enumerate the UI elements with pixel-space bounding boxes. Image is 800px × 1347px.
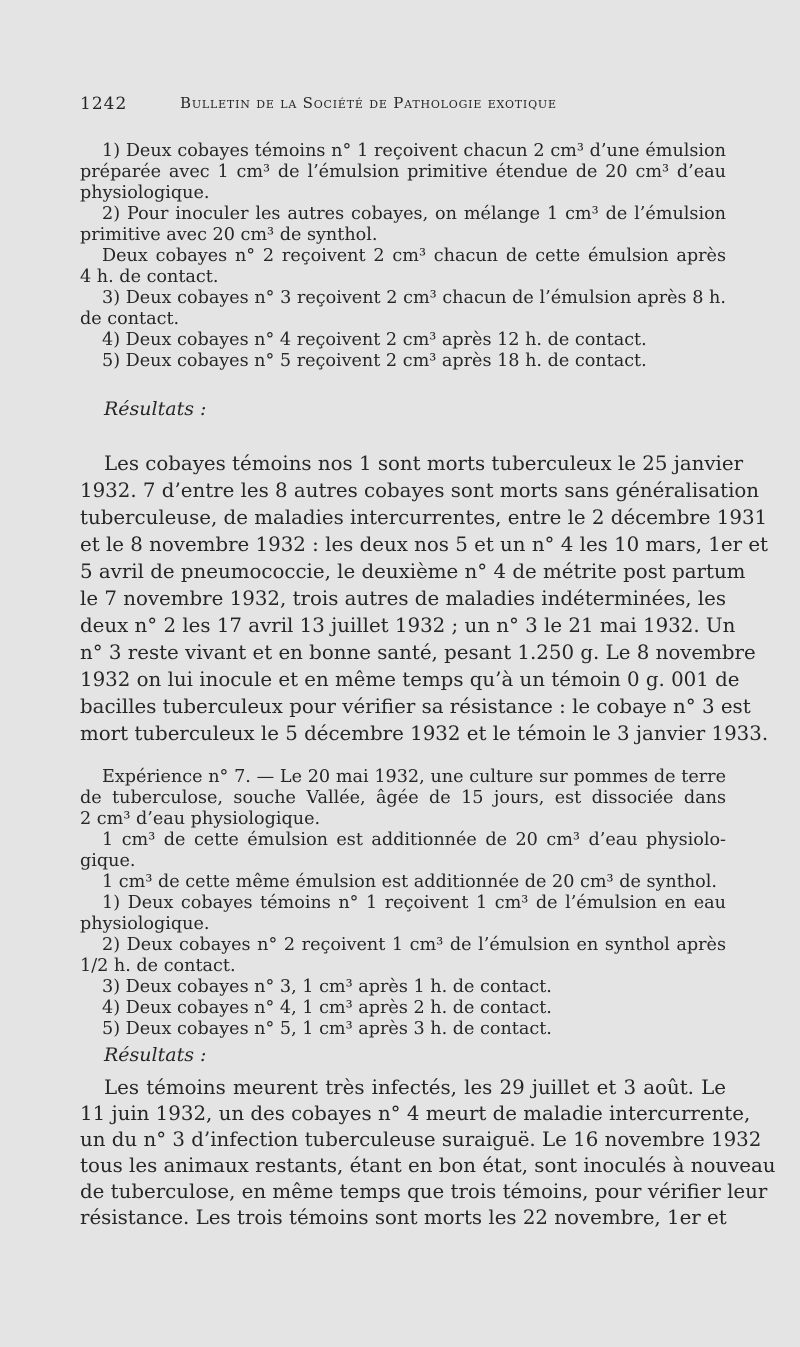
text-line: 5) Deux cobayes n° 5, 1 cm³ après 3 h. de contact. [102, 1019, 552, 1039]
text-line: 5 avril de pneumococcie, le deuxième n° 4 de métrite post partum [80, 560, 746, 583]
text-line: tous les animaux restants, étant en bon état, sont inoculés à nouveau [80, 1154, 776, 1177]
experiment-heading-line: Expérience n° 7. — Le 20 mai 1932, une culture sur pommes de terre [102, 767, 726, 787]
text-line: 2) Pour inoculer les autres cobayes, on mélange 1 cm³ de l’émulsion [102, 204, 726, 224]
results-heading: Résultats : [104, 1044, 207, 1066]
text-line: primitive avec 20 cm³ de synthol. [80, 225, 378, 245]
text-line: 2 cm³ d’eau physiologique. [80, 809, 321, 829]
text-line: 1) Deux cobayes témoins n° 1 reçoivent 1 cm³ de l’émulsion en eau [102, 893, 726, 913]
text-line: 3) Deux cobayes n° 3 reçoivent 2 cm³ chacun de l’émulsion après 8 h. [102, 288, 726, 308]
text-line: 4) Deux cobayes n° 4 reçoivent 2 cm³ après 12 h. de contact. [102, 330, 647, 350]
text-line: Les témoins meurent très infectés, les 29 juillet et 3 août. Le [104, 1076, 726, 1099]
text-line: physiologique. [80, 914, 210, 934]
text-line: Les cobayes témoins nos 1 sont morts tuberculeux le 25 janvier [104, 452, 744, 475]
text-line: 2) Deux cobayes n° 2 reçoivent 1 cm³ de l’émulsion en synthol après [102, 935, 726, 955]
page-number: 1242 [80, 94, 128, 114]
text-line: Deux cobayes n° 2 reçoivent 2 cm³ chacun de cette émulsion après [102, 246, 726, 266]
text-line: bacilles tuberculeux pour vérifier sa résistance : le cobaye n° 3 est [80, 695, 751, 718]
text-line: 1932. 7 d’entre les 8 autres cobayes sont morts sans généralisation [80, 479, 760, 502]
results-heading: Résultats : [104, 398, 207, 420]
text-line: 1/2 h. de contact. [80, 956, 236, 976]
text-line: 1932 on lui inocule et en même temps qu’à un témoin 0 g. 001 de [80, 668, 740, 691]
text-line: résistance. Les trois témoins sont morts les 22 novembre, 1er et [80, 1206, 727, 1229]
text-line: tuberculeuse, de maladies intercurrentes, entre le 2 décembre 1931 [80, 506, 768, 529]
text-line: un du n° 3 d’infection tuberculeuse suraiguë. Le 16 novembre 1932 [80, 1128, 762, 1151]
text-line: de contact. [80, 309, 180, 329]
text-line: 5) Deux cobayes n° 5 reçoivent 2 cm³ après 18 h. de contact. [102, 351, 647, 371]
text-line: 4) Deux cobayes n° 4, 1 cm³ après 2 h. de contact. [102, 998, 552, 1018]
running-title: Bulletin de la Société de Pathologie exotique [180, 94, 557, 112]
text-line: n° 3 reste vivant et en bonne santé, pesant 1.250 g. Le 8 novembre [80, 641, 756, 664]
text-line: de tuberculose, souche Vallée, âgée de 15 jours, est dissociée dans [80, 788, 726, 808]
text-line: mort tuberculeux le 5 décembre 1932 et le témoin le 3 janvier 1933. [80, 722, 769, 745]
text-line: et le 8 novembre 1932 : les deux nos 5 et un n° 4 les 10 mars, 1er et [80, 533, 768, 556]
text-line: préparée avec 1 cm³ de l’émulsion primitive étendue de 20 cm³ d’eau [80, 162, 726, 182]
text-line: le 7 novembre 1932, trois autres de maladies indéterminées, les [80, 587, 726, 610]
text-line: 1) Deux cobayes témoins n° 1 reçoivent chacun 2 cm³ d’une émulsion [102, 141, 726, 161]
text-line: gique. [80, 851, 136, 871]
text-line: 11 juin 1932, un des cobayes n° 4 meurt de maladie intercurrente, [80, 1102, 751, 1125]
text-line: 3) Deux cobayes n° 3, 1 cm³ après 1 h. de contact. [102, 977, 552, 997]
running-header [80, 94, 720, 118]
text-line: de tuberculose, en même temps que trois témoins, pour vérifier leur [80, 1180, 768, 1203]
text-line: 1 cm³ de cette même émulsion est additionnée de 20 cm³ de synthol. [102, 872, 717, 892]
text-line: physiologique. [80, 183, 210, 203]
text-line: 4 h. de contact. [80, 267, 219, 287]
text-line: 1 cm³ de cette émulsion est additionnée de 20 cm³ d’eau physiolo- [102, 830, 726, 850]
text-line: deux n° 2 les 17 avril 13 juillet 1932 ; un n° 3 le 21 mai 1932. Un [80, 614, 736, 637]
